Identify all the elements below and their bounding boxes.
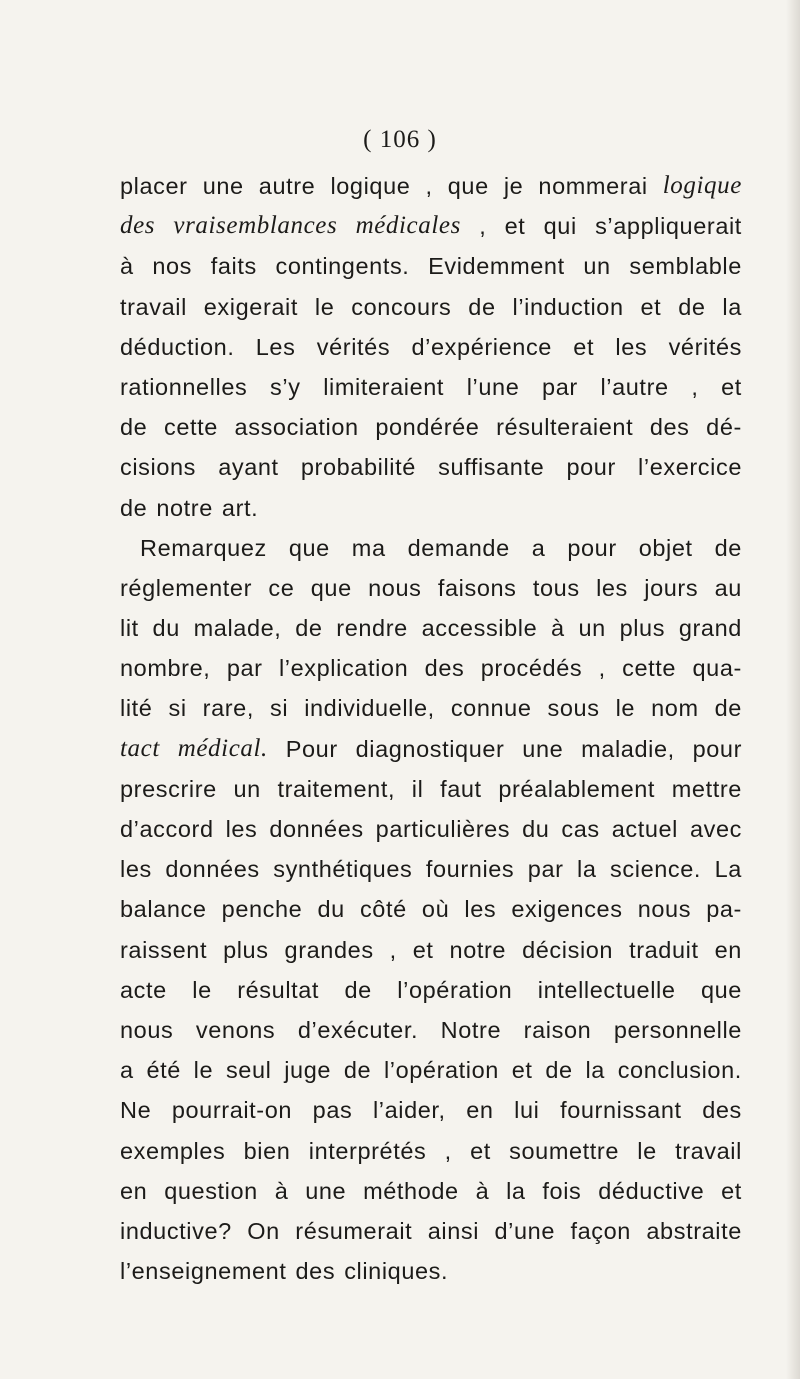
word: pour	[566, 454, 616, 481]
word: à	[274, 1177, 289, 1204]
word: pourrait-on	[171, 1097, 293, 1124]
word: que	[447, 173, 489, 199]
word: l’autre	[600, 373, 669, 400]
word: pondérée	[375, 414, 480, 441]
word: les	[615, 333, 648, 360]
word: nommerai	[538, 173, 648, 199]
italic-word: logique	[662, 172, 742, 199]
word: limiteraient	[323, 373, 445, 400]
word: fournissant	[560, 1097, 682, 1124]
word: personnelle	[613, 1016, 742, 1043]
text-line	[120, 608, 742, 648]
word: d’accord	[120, 816, 214, 842]
word: une	[522, 735, 564, 762]
text-line	[120, 1211, 742, 1251]
word: du	[522, 816, 550, 842]
text-line	[120, 1050, 742, 1090]
text-line	[120, 688, 742, 728]
word: et	[470, 1137, 491, 1164]
word: et	[721, 1177, 742, 1204]
word: demande	[407, 534, 510, 561]
word: et	[721, 373, 742, 400]
word: contingents.	[275, 253, 410, 280]
word: s’y	[270, 373, 301, 400]
word: le	[193, 1057, 214, 1084]
word: cette	[163, 414, 218, 441]
word: conclusion.	[617, 1057, 742, 1084]
word: ,	[598, 655, 606, 682]
word: objet	[638, 534, 693, 561]
text-line	[120, 889, 742, 929]
word: d’exécuter.	[297, 1016, 419, 1043]
word: ,	[425, 173, 433, 199]
word: l’opération	[397, 976, 513, 1003]
word: travail	[120, 293, 187, 320]
word: notre	[449, 936, 507, 963]
word: côté	[359, 896, 407, 923]
word: l’une	[466, 373, 520, 400]
word: et	[412, 936, 434, 963]
text-line	[120, 930, 742, 970]
word: par	[527, 856, 564, 883]
word: des	[649, 414, 690, 441]
word: particulières	[375, 816, 511, 842]
word: que	[310, 574, 352, 601]
word: en	[714, 936, 742, 963]
word: suffisante	[438, 454, 545, 481]
word: il	[411, 775, 424, 802]
word: traduit	[629, 936, 699, 963]
word: cisions	[120, 454, 197, 481]
text-line	[120, 287, 742, 327]
text-line	[120, 849, 742, 889]
word: de	[344, 976, 372, 1003]
word: exigerait	[203, 293, 298, 320]
word: autre	[258, 173, 316, 199]
word: du	[152, 615, 180, 642]
italic-word: vraisemblances	[173, 212, 338, 240]
word: pour	[692, 735, 742, 762]
word: ce	[268, 574, 295, 601]
word: venons	[195, 1016, 276, 1043]
word: je	[503, 173, 524, 199]
word: pa-	[706, 896, 742, 923]
text-line	[120, 809, 742, 849]
word: actuel	[611, 816, 678, 842]
word: de	[343, 1057, 372, 1084]
word: une	[202, 173, 244, 199]
word: par	[226, 655, 263, 682]
word: faut	[440, 775, 482, 802]
word: soumettre	[509, 1137, 620, 1164]
word: nous	[637, 896, 692, 923]
word: avec	[689, 816, 742, 842]
word: l’induction	[512, 293, 624, 320]
word: le	[637, 1137, 657, 1164]
word: les	[225, 816, 258, 842]
word: Les	[255, 333, 296, 360]
word: diagnostiquer	[355, 735, 505, 762]
word: et	[504, 213, 526, 240]
word: ,	[444, 1137, 452, 1164]
word: ,	[691, 373, 699, 400]
word: que	[700, 976, 742, 1003]
word: malade,	[193, 615, 282, 642]
italic-word: médicales	[355, 212, 461, 240]
italic-word: tact	[120, 734, 160, 762]
word: rare,	[202, 695, 254, 722]
word: tous	[532, 574, 580, 601]
word: lit	[120, 615, 139, 642]
word: qui	[543, 213, 577, 240]
word: science.	[610, 856, 702, 883]
word: d’expérience	[411, 333, 552, 360]
word: question	[164, 1177, 258, 1204]
word: fois	[542, 1177, 582, 1204]
word: juge	[284, 1057, 332, 1084]
word: penche	[221, 896, 303, 923]
word: maladie,	[581, 735, 675, 762]
word: en	[466, 1097, 494, 1124]
text-line	[120, 1251, 742, 1291]
word: les	[464, 896, 497, 923]
word: au	[714, 574, 742, 601]
word: nom	[651, 695, 699, 722]
word: plus	[619, 615, 666, 642]
word: à	[551, 615, 565, 642]
word: balance	[120, 896, 207, 923]
text-line	[120, 729, 742, 769]
text-line	[120, 769, 742, 809]
word: résulteraient	[496, 414, 634, 441]
word: connue	[450, 695, 532, 722]
text-line	[120, 568, 742, 608]
word: décision	[522, 936, 614, 963]
word: La	[714, 856, 742, 883]
word: probabilité	[300, 454, 416, 481]
word: ma	[351, 534, 386, 561]
word: qua-	[692, 655, 742, 682]
word: fournies	[425, 856, 515, 883]
word: Remarquez	[140, 534, 267, 561]
word: prescrire	[120, 775, 217, 802]
word: interprétés	[308, 1137, 427, 1164]
word: vérités	[668, 333, 742, 360]
word: pas	[312, 1097, 353, 1124]
word: logique	[330, 173, 411, 199]
word: cette	[622, 655, 677, 682]
word: vérités	[316, 333, 391, 360]
word: raison	[523, 1016, 592, 1043]
word: jours	[644, 574, 699, 601]
word: résultat	[237, 976, 320, 1003]
text-line	[120, 648, 742, 688]
word: réglementer	[120, 574, 252, 601]
word: les	[596, 574, 628, 601]
text-line	[120, 1010, 742, 1050]
word: lui	[514, 1097, 540, 1124]
word: de	[120, 414, 148, 441]
word: le	[314, 293, 335, 320]
text-line	[120, 407, 742, 447]
word: synthétiques	[273, 856, 413, 883]
word: des	[702, 1097, 742, 1124]
word: mettre	[671, 775, 742, 802]
word: du	[317, 896, 345, 923]
word: de	[468, 293, 496, 320]
word: en	[120, 1177, 148, 1204]
word: un	[583, 253, 611, 280]
body-text	[120, 166, 742, 1291]
text-line	[120, 166, 742, 206]
word: la	[577, 856, 597, 883]
word: les	[120, 856, 152, 883]
word: que	[288, 534, 330, 561]
word: Pour	[285, 735, 338, 762]
word: travail	[675, 1137, 742, 1164]
word: l’aider,	[372, 1097, 446, 1124]
word: placer	[120, 173, 188, 199]
word: accessible	[421, 615, 538, 642]
word: grand	[678, 615, 742, 642]
word: bien	[243, 1137, 291, 1164]
word: raissent	[120, 936, 208, 963]
word: par	[542, 373, 578, 400]
word: et	[573, 333, 595, 360]
word: de	[678, 293, 706, 320]
italic-word: des	[120, 212, 156, 240]
word: rendre	[336, 615, 408, 642]
word: sous	[547, 695, 600, 722]
word: cas	[561, 816, 600, 842]
word: de	[545, 1057, 573, 1084]
word: d’une	[494, 1217, 555, 1244]
word: Ne	[120, 1097, 152, 1124]
word: s’appliquerait	[595, 213, 742, 240]
word: façon	[570, 1217, 631, 1244]
word: préalablement	[498, 775, 656, 802]
word: abstraite	[646, 1217, 742, 1244]
word: inductive?	[120, 1217, 232, 1244]
page-number: ( 106 )	[363, 126, 437, 153]
word: à	[120, 253, 134, 280]
word: On	[247, 1217, 280, 1244]
word: exigences	[511, 896, 623, 923]
word: si	[270, 695, 289, 722]
text-line	[120, 327, 742, 367]
word: rationnelles	[120, 373, 248, 400]
word: intellectuelle	[537, 976, 676, 1003]
word: déduction.	[120, 333, 235, 360]
word: cliniques.	[344, 1258, 449, 1285]
word: exemples	[120, 1137, 226, 1164]
word: la	[585, 1057, 605, 1084]
word: notre	[156, 494, 213, 521]
text-line	[120, 1131, 742, 1171]
word: données	[165, 856, 260, 883]
word: procédés	[480, 655, 583, 682]
page-edge-shadow	[786, 0, 800, 1379]
word: plus	[223, 936, 269, 963]
word: art.	[221, 494, 259, 521]
word: été	[146, 1057, 181, 1084]
word: individuelle,	[304, 695, 435, 722]
word: nos	[152, 253, 193, 280]
word: données	[269, 816, 364, 842]
word: association	[234, 414, 359, 441]
italic-word: médical.	[177, 734, 268, 762]
word: l’exercice	[638, 454, 742, 481]
text-line	[120, 1090, 742, 1130]
word: la	[722, 293, 742, 320]
text-line	[120, 1171, 742, 1211]
text-line	[120, 447, 742, 487]
word: ,	[479, 213, 487, 240]
word: dé-	[706, 414, 742, 441]
word: pour	[567, 534, 617, 561]
word: la	[506, 1177, 526, 1204]
word: seul	[225, 1057, 272, 1084]
word: l’enseignement	[120, 1258, 287, 1285]
word: faisons	[437, 574, 517, 601]
word: traitement,	[277, 775, 396, 802]
word: de	[714, 695, 742, 722]
word: des	[424, 655, 465, 682]
word: de	[120, 494, 148, 521]
word: le	[192, 976, 212, 1003]
word: des	[295, 1258, 336, 1285]
word: acte	[120, 976, 167, 1003]
word: l’explication	[278, 655, 409, 682]
word: semblable	[629, 253, 742, 280]
word: de	[295, 615, 323, 642]
word: Evidemment	[428, 253, 565, 280]
word: résumerait	[295, 1217, 413, 1244]
text-line	[120, 246, 742, 286]
word: le	[615, 695, 636, 722]
word: Notre	[440, 1016, 502, 1043]
word: nous	[120, 1016, 174, 1043]
word: a	[120, 1057, 134, 1084]
word: de	[714, 534, 742, 561]
word: faits	[210, 253, 257, 280]
word: à	[475, 1177, 490, 1204]
text-line	[120, 488, 742, 528]
word: lité	[120, 695, 153, 722]
text-line	[120, 970, 742, 1010]
word: nombre,	[120, 655, 211, 682]
word: et	[511, 1057, 533, 1084]
word: ,	[389, 936, 397, 963]
text-line	[120, 206, 742, 246]
word: concours	[351, 293, 452, 320]
word: un	[233, 775, 261, 802]
word: où	[421, 896, 450, 923]
word: et	[640, 293, 662, 320]
word: un	[578, 615, 606, 642]
word: déductive	[598, 1177, 705, 1204]
word: une	[305, 1177, 347, 1204]
word: l’opération	[383, 1057, 499, 1084]
word: a	[531, 534, 546, 561]
word: ayant	[218, 454, 279, 481]
text-line	[120, 367, 742, 407]
word: grandes	[284, 936, 374, 963]
word: nous	[368, 574, 422, 601]
word: si	[168, 695, 187, 722]
word: ainsi	[427, 1217, 480, 1244]
word: méthode	[363, 1177, 459, 1204]
text-line	[120, 528, 742, 568]
